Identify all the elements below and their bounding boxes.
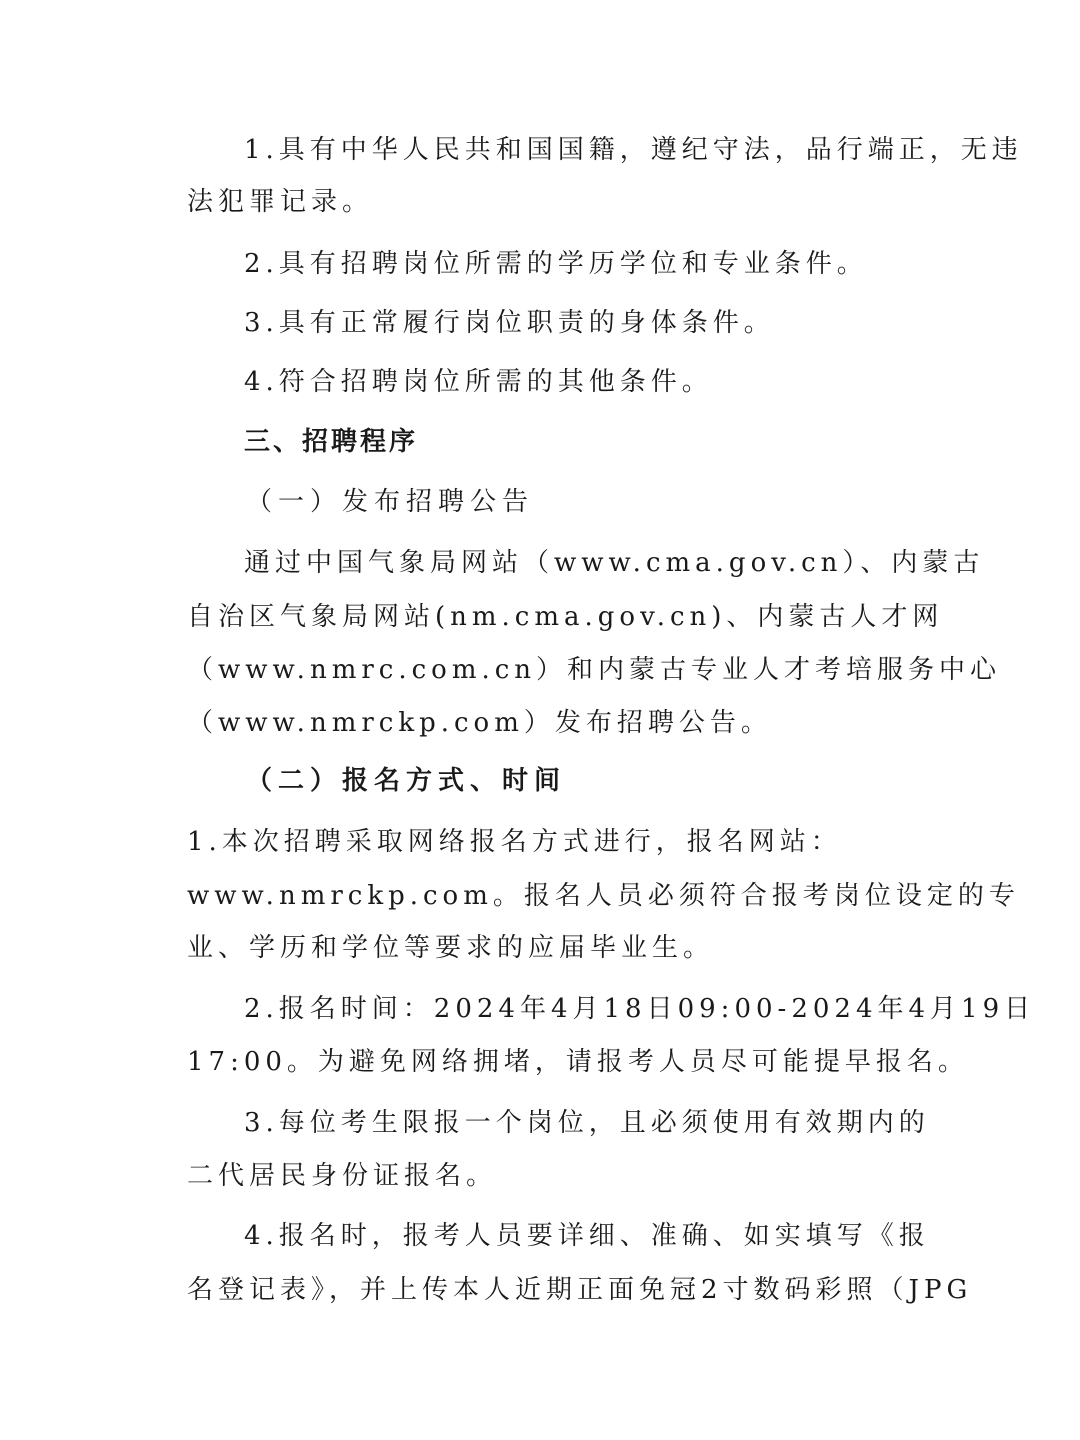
paragraph-line-2: 法犯罪记录。 (187, 187, 374, 217)
paragraph-line-4: 3.具有正常履行岗位职责的身体条件。 (244, 308, 775, 338)
paragraph-line-5: 4.符合招聘岗位所需的其他条件。 (244, 367, 713, 397)
paragraph-line-10: 1.本次招聘采取网络报名方式进行，报名网站： (187, 827, 842, 857)
paragraph-line-1: 1.具有中华人民共和国国籍，遵纪守法，品行端正，无违 (244, 135, 1023, 165)
subsection-heading-1: （一）发布招聘公告 (246, 487, 535, 517)
paragraph-line-13: 2.报名时间：2024年4月18日09:00-2024年4月19日 (244, 994, 1036, 1024)
paragraph-line-17: 4.报名时，报考人员要详细、准确、如实填写《报 (244, 1221, 930, 1251)
paragraph-line-12: 业、学历和学位等要求的应届毕业生。 (187, 933, 715, 963)
paragraph-line-6: 通过中国气象局网站（www.cma.gov.cn）、内蒙古 (244, 548, 985, 578)
paragraph-line-7: 自治区气象局网站(nm.cma.gov.cn)、内蒙古人才网 (187, 602, 944, 632)
paragraph-line-15: 3.每位考生限报一个岗位，且必须使用有效期内的 (244, 1108, 930, 1138)
paragraph-line-9: （www.nmrckp.com）发布招聘公告。 (187, 708, 772, 738)
paragraph-line-18: 名登记表》，并上传本人近期正面免冠2寸数码彩照（JPG (187, 1275, 973, 1305)
paragraph-line-3: 2.具有招聘岗位所需的学历学位和专业条件。 (244, 249, 868, 279)
paragraph-line-8: （www.nmrc.com.cn）和内蒙古专业人才考培服务中心 (187, 655, 1002, 685)
section-heading: 三、招聘程序 (244, 427, 419, 457)
subsection-heading-2: （二）报名方式、时间 (246, 766, 567, 796)
paragraph-line-16: 二代居民身份证报名。 (187, 1161, 498, 1191)
paragraph-line-11: www.nmrckp.com。报名人员必须符合报考岗位设定的专 (187, 881, 1020, 911)
paragraph-line-14: 17:00。为避免网络拥堵，请报考人员尽可能提早报名。 (187, 1047, 969, 1077)
